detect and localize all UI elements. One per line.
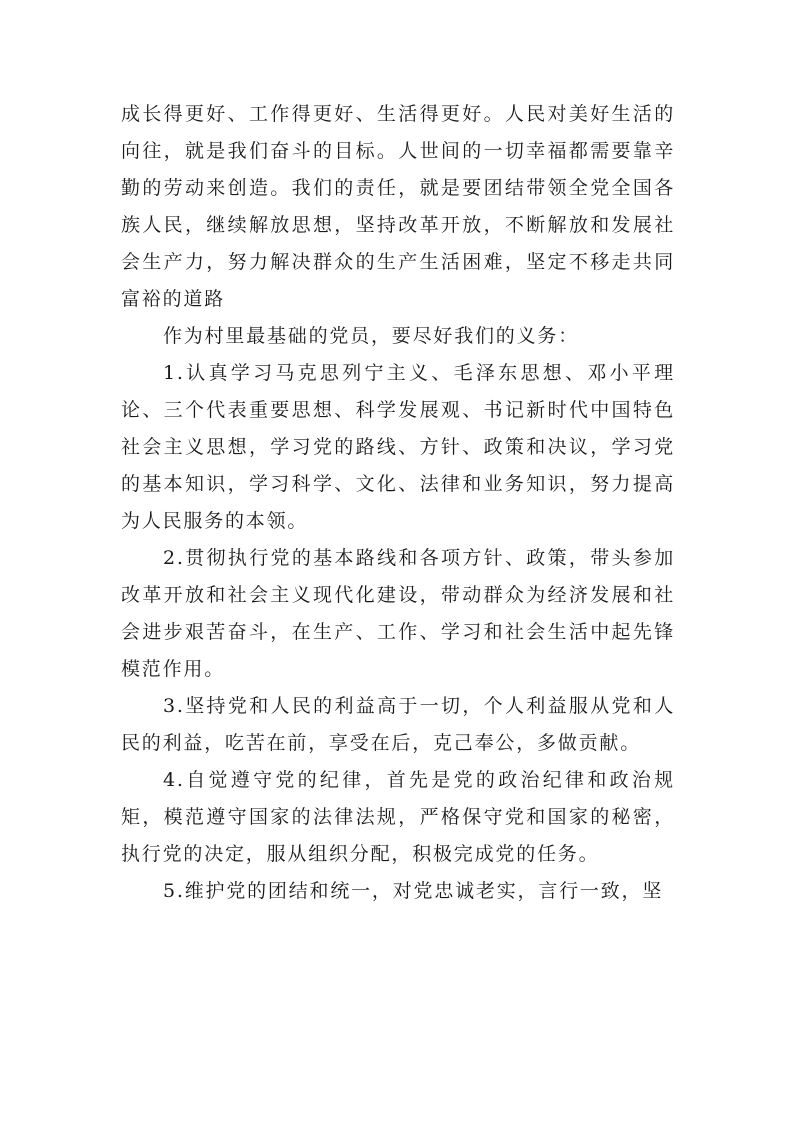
paragraph-intro-duties: 作为村里最基础的党员，要尽好我们的义务： xyxy=(163,325,580,347)
paragraph-duty-1: 1.认真学习马克思列宁主义、毛泽东思想、邓小平理论、三个代表重要思想、科学发展观、书记新时代中国特色社会主义思想，学习党的路线、方针、政策和决议，学习党的基本知识，学习科学、文化、法律和业务知识，努力提高为人民服务的本领。 xyxy=(121,362,675,532)
paragraph-continuation: 成长得更好、工作得更好、生活得更好。人民对美好生活的向往，就是我们奋斗的目标。人世间的一切幸福都需要靠辛勤的劳动来创造。我们的责任，就是要团结带领全党全国各族人民，继续解放思想，坚持改革开放，不断解放和发展社会生产力，努力解决群众的生产生活困难，坚定不移走共同富裕的道路 xyxy=(121,103,675,310)
document-body xyxy=(121,96,675,910)
paragraph-duty-3: 3.坚持党和人民的利益高于一切，个人利益服从党和人民的利益，吃苦在前，享受在后，克己奉公，多做贡献。 xyxy=(121,695,675,754)
paragraph-duty-5: 5.维护党的团结和统一，对党忠诚老实，言行一致，坚 xyxy=(163,880,664,902)
paragraph-duty-4: 4.自觉遵守党的纪律，首先是党的政治纪律和政治规矩，模范遵守国家的法律法规，严格保守党和国家的秘密，执行党的决定，服从组织分配，积极完成党的任务。 xyxy=(121,769,675,865)
paragraph-duty-2: 2.贯彻执行党的基本路线和各项方针、政策，带头参加改革开放和社会主义现代化建设，带动群众为经济发展和社会进步艰苦奋斗，在生产、工作、学习和社会生活中起先锋模范作用。 xyxy=(121,547,675,680)
